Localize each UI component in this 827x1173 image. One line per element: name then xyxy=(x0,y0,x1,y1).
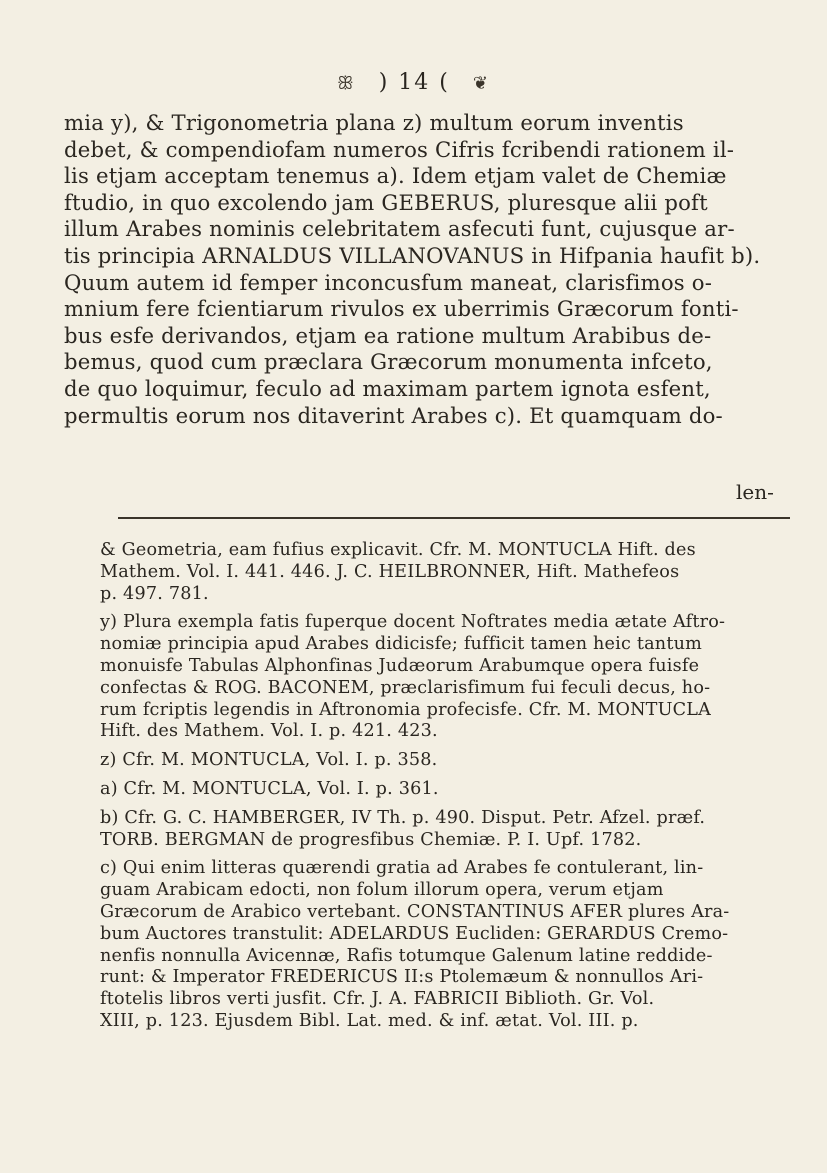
footnote-line: XIII, p. 123. Ejusdem Bibl. Lat. med. & inf. ætat. Vol. III. p. xyxy=(100,1010,639,1031)
text-line: ftudio, in quo excolendo jam GEBERUS, pluresque alii poft xyxy=(64,189,708,215)
footnote-line: y) Plura exempla fatis fuperque docent Noftrates media ætate Aftro- xyxy=(100,612,726,633)
footnote-line: rum fcriptis legendis in Aftronomia profecisfe. Cfr. M. MONTUCLA xyxy=(100,699,712,720)
footnote-line: Mathem. Vol. I. 441. 446. J. C. HEILBRONNER, Hift. Mathefeos xyxy=(100,561,680,582)
footnote-line: a) Cfr. M. MONTUCLA, Vol. I. p. 361. xyxy=(100,778,439,799)
text-line: tis principia ARNALDUS VILLANOVANUS in Hifpania haufit b). xyxy=(64,242,761,268)
footnote-line: z) Cfr. M. MONTUCLA, Vol. I. p. 358. xyxy=(100,750,438,771)
footnote-line: Hift. des Mathem. Vol. I. p. 421. 423. xyxy=(100,721,438,742)
text-line: bus esfe derivandos, etjam ea ratione multum Arabibus de- xyxy=(64,322,712,348)
text-line: illum Arabes nominis celebritatem asfecuti funt, cujusque ar- xyxy=(64,216,735,242)
text-line: permultis eorum nos ditaverint Arabes c). Et quamquam do- xyxy=(64,402,723,428)
text-line: debet, & compendiofam numeros Cifris fcribendi rationem il- xyxy=(64,136,735,162)
footnote-line: & Geometria, eam fufius explicavit. Cfr. M. MONTUCLA Hift. des xyxy=(100,540,696,560)
text-line: bemus, quod cum præclara Græcorum monumenta infceto, xyxy=(64,349,713,375)
text-line: Quum autem id femper inconcusfum maneat, clarisfimos o- xyxy=(64,269,713,295)
page-header xyxy=(0,70,827,95)
footnote-line: ftotelis libros verti jusfit. Cfr. J. A. FABRICII Biblioth. Gr. Vol. xyxy=(100,989,655,1010)
footnote-line: nomiæ principia apud Arabes didicisfe; fufficit tamen heic tantum xyxy=(100,634,703,655)
footnote-line: nenfis nonnulla Avicennæ, Rafis totumque Galenum latine reddide- xyxy=(100,945,713,966)
footnote-line: TORB. BERGMAN de progresfibus Chemiæ. P. I. Upf. 1782. xyxy=(100,829,642,850)
text-line: lis etjam acceptam tenemus a). Idem etjam valet de Chemiæ xyxy=(64,163,727,189)
footnote-line: runt: & Imperator FREDERICUS II:s Ptolemæum & nonnullos Ari- xyxy=(100,967,704,988)
footnote-line: monuisfe Tabulas Alphonfinas Judæorum Arabumque opera fuisfe xyxy=(100,655,700,676)
footnote-line: Græcorum de Arabico vertebant. CONSTANTINUS AFER plures Ara- xyxy=(100,901,730,922)
footnote-divider xyxy=(118,517,790,519)
text-line: de quo loquimur, feculo ad maximam partem ignota esfent, xyxy=(64,375,711,401)
right-ornament-icon: ❦ xyxy=(472,73,490,94)
footnote-line: p. 497. 781. xyxy=(100,583,209,604)
footnote-line: c) Qui enim litteras quærendi gratia ad Arabes fe contulerant, lin- xyxy=(100,858,704,879)
footnote-line: guam Arabicam edocti, non folum illorum opera, verum etjam xyxy=(100,880,664,901)
catchword: len- xyxy=(736,480,774,504)
footnote-line: bum Auctores transtulit: ADELARDUS Eucliden: GERARDUS Cremo- xyxy=(100,923,729,944)
main-text xyxy=(64,110,784,429)
footnotes xyxy=(100,540,800,1033)
text-line: mnium fere fcientiarum rivulos ex uberrimis Græcorum fonti- xyxy=(64,296,739,322)
footnote-line: b) Cfr. G. C. HAMBERGER, IV Th. p. 490. Disput. Petr. Afzel. præf. xyxy=(100,807,706,828)
page-number: ) 14 ( xyxy=(378,70,450,95)
footnote-line: confectas & ROG. BACONEM, præclarisfimum fui feculi decus, ho- xyxy=(100,677,711,698)
left-ornament-icon: ꕥ xyxy=(337,73,356,94)
text-line: mia y), & Trigonometria plana z) multum eorum inventis xyxy=(64,110,684,135)
